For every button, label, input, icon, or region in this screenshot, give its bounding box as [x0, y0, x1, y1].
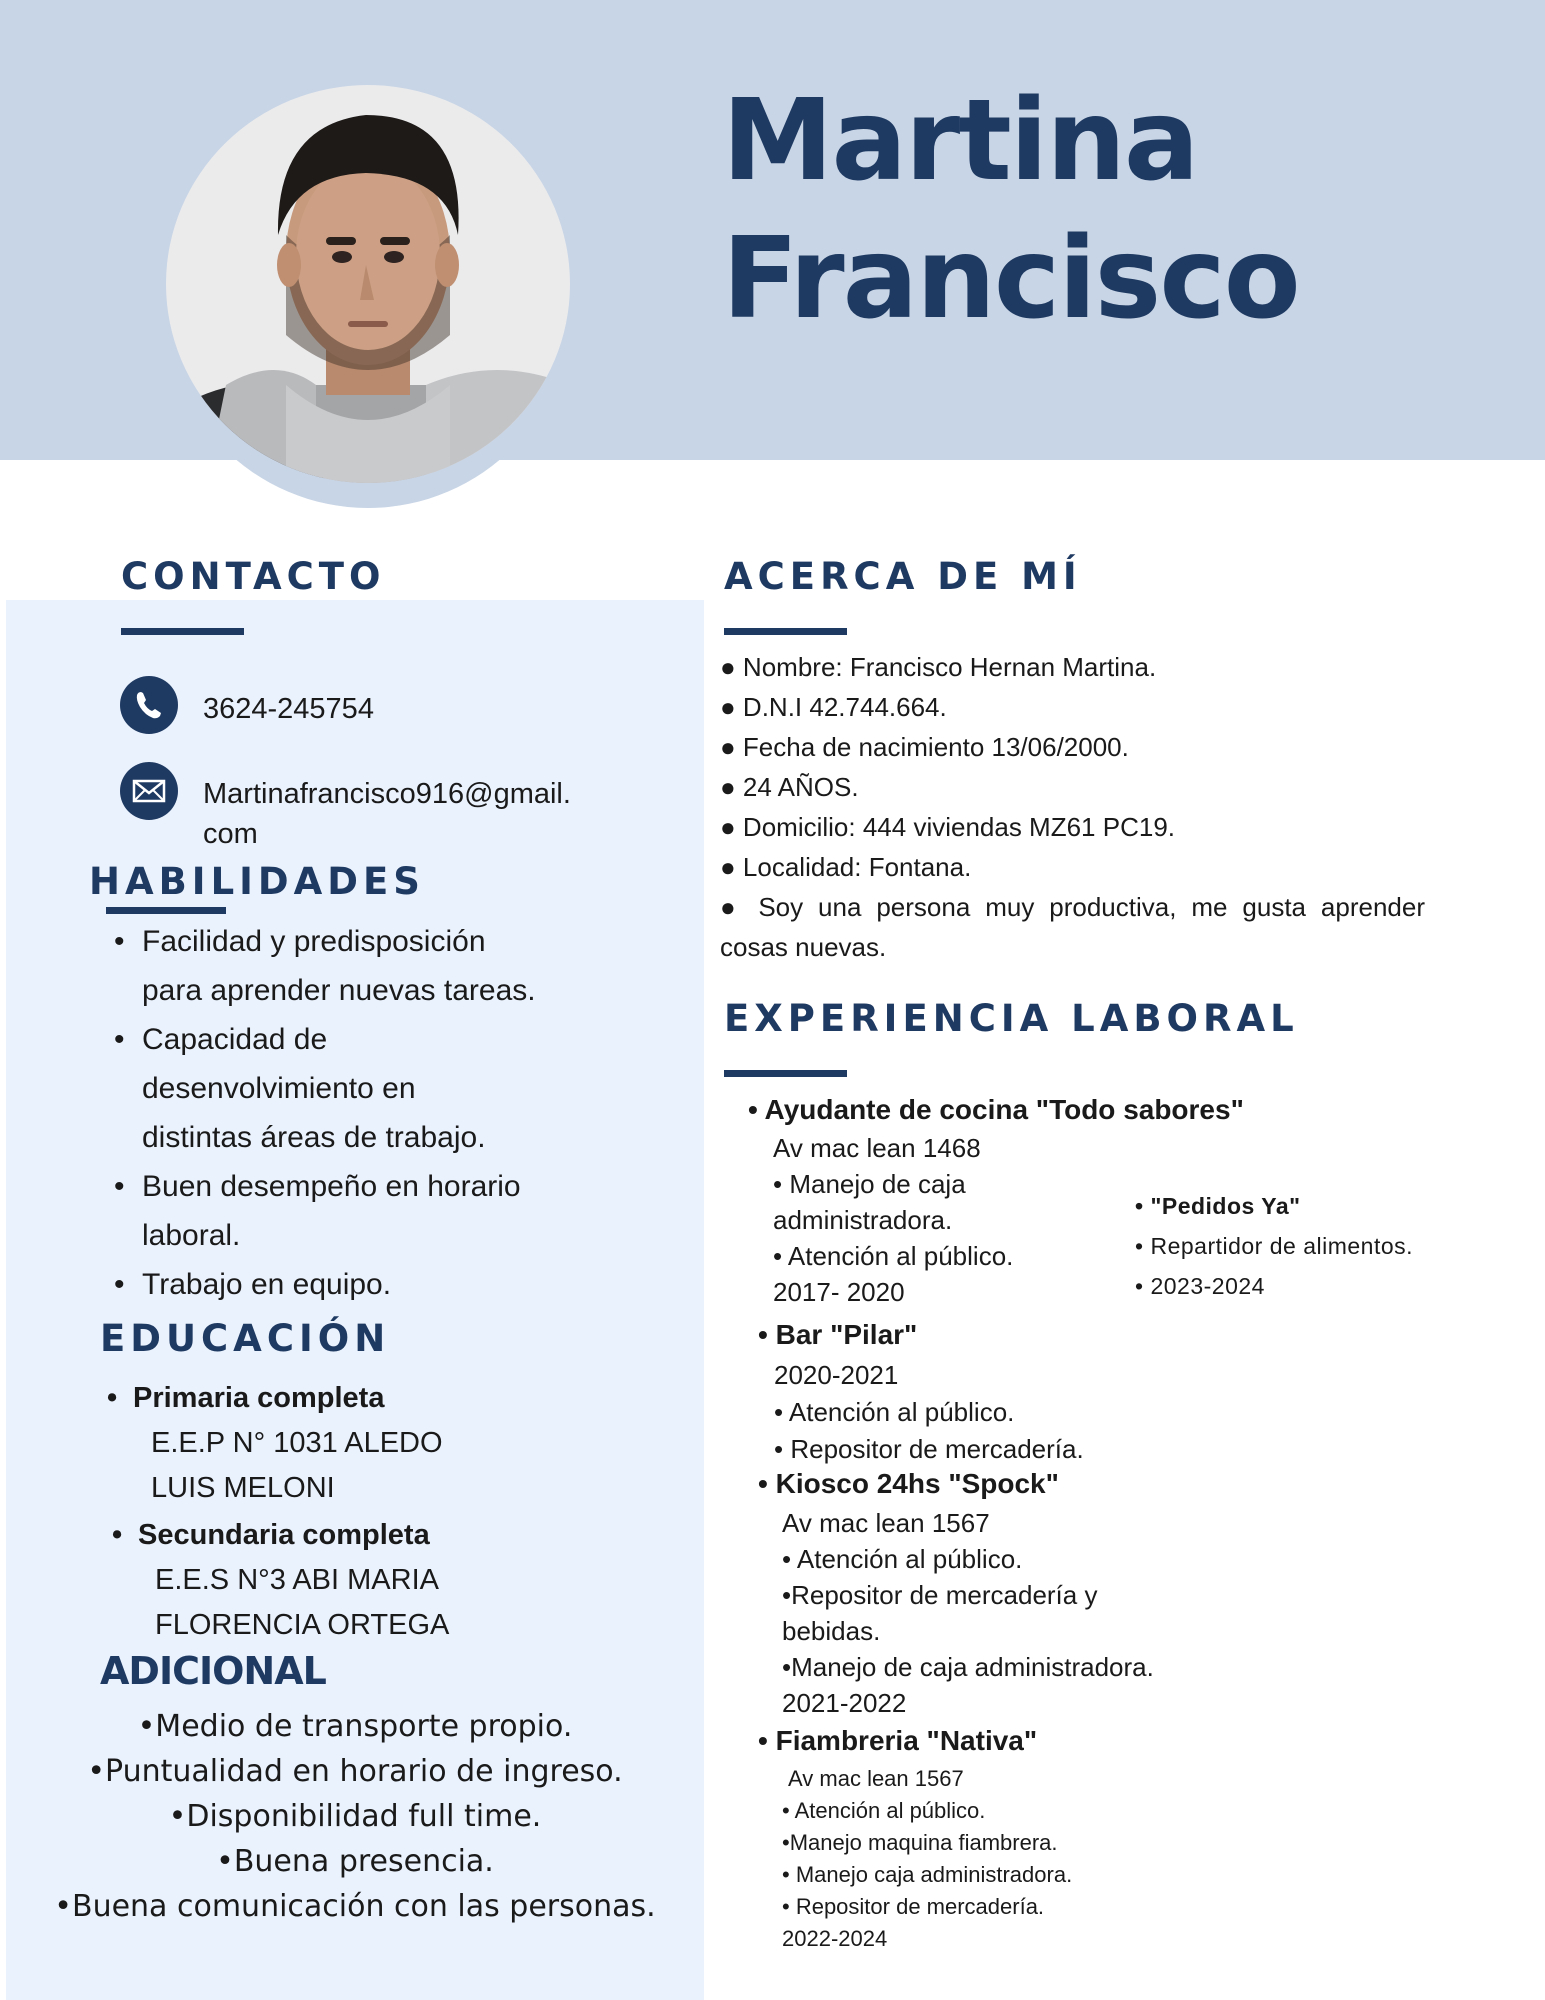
- skills-underline: [106, 907, 226, 914]
- job-title-todo-sabores: • Ayudante de cocina "Todo sabores": [748, 1094, 1244, 1125]
- education-secondary-label: • Secundaria completa: [112, 1519, 430, 1551]
- job-details-kiosco: Av mac lean 1567 • Atención al público. •Repositor de mercadería y bebidas. •Manejo de caja administradora. 2021-2022: [782, 1508, 1154, 1718]
- phone-number: 3624-245754: [203, 693, 374, 725]
- skills-list: [114, 917, 584, 1309]
- education-title: EDUCACIÓN: [100, 1317, 391, 1360]
- skill-item: • Trabajo en equipo.: [114, 1260, 584, 1309]
- additional-list: •Medio de transporte propio. •Puntualidad en horario de ingreso. •Disponibilidad full time. •Buena presencia. •Buena comunicación con las personas.: [54, 1709, 656, 1924]
- about-list: ● Nombre: Francisco Hernan Martina. ● D.N.I 42.744.664. ● Fecha de nacimiento 13/06/2000. ● 24 AÑOS. ● Domicilio: 444 viviendas MZ61 PC19. ● Localidad: Fontana. ● Soy una persona muy productiva, me gusta aprender cosas nuevas.: [720, 652, 1425, 962]
- contact-underline: [121, 628, 244, 635]
- education-primary-label: • Primaria completa: [107, 1382, 385, 1414]
- email-address: [203, 774, 571, 854]
- skills-title: HABILIDADES: [89, 860, 425, 903]
- phone-icon: [120, 676, 178, 734]
- skill-item: • Capacidad de desenvolvimiento en distintas áreas de trabajo.: [114, 1015, 584, 1162]
- first-name: Martina: [722, 76, 1198, 206]
- about-title: ACERCA DE MÍ: [724, 555, 1082, 598]
- education-primary-school-2: LUIS MELONI: [151, 1472, 335, 1504]
- job-details-bar-pilar: 2020-2021 • Atención al público. • Repositor de mercadería.: [774, 1360, 1084, 1464]
- about-underline: [724, 628, 847, 635]
- job-title-kiosco: • Kiosco 24hs "Spock": [758, 1468, 1059, 1499]
- experience-underline: [724, 1070, 847, 1077]
- education-list: [107, 1376, 667, 1648]
- skill-item: • Buen desempeño en horario laboral.: [114, 1162, 584, 1260]
- envelope-icon: [120, 762, 178, 820]
- full-name: [722, 72, 1299, 348]
- additional-title: ADICIONAL: [100, 1649, 326, 1693]
- experience-title: EXPERIENCIA LABORAL: [724, 997, 1299, 1040]
- job-pedidos-ya: • "Pedidos Ya" • Repartidor de alimentos. • 2023-2024: [1135, 1193, 1414, 1299]
- job-details-todo-sabores: Av mac lean 1468 • Manejo de caja administradora. • Atención al público. 2017- 2020: [773, 1133, 1014, 1307]
- job-title-bar-pilar: • Bar "Pilar": [758, 1319, 918, 1350]
- job-details-fiambreria: Av mac lean 1567 • Atención al público. •Manejo maquina fiambrera. • Manejo caja administradora. • Repositor de mercadería. 2022-2024: [782, 1766, 1073, 1951]
- education-secondary-school-1: E.E.S N°3 ABI MARIA: [155, 1564, 439, 1596]
- profile-photo: [166, 85, 570, 483]
- contact-title: CONTACTO: [121, 555, 386, 598]
- education-primary-school-1: E.E.P N° 1031 ALEDO: [151, 1427, 443, 1459]
- job-title-fiambreria: • Fiambreria "Nativa": [758, 1725, 1038, 1756]
- email-line-1: Martinafrancisco916@gmail.: [203, 778, 571, 810]
- last-name: Francisco: [722, 214, 1299, 344]
- email-line-2: com: [203, 818, 258, 850]
- education-secondary-school-2: FLORENCIA ORTEGA: [155, 1609, 450, 1641]
- skill-item: • Facilidad y predisposición para aprender nuevas tareas.: [114, 917, 584, 1015]
